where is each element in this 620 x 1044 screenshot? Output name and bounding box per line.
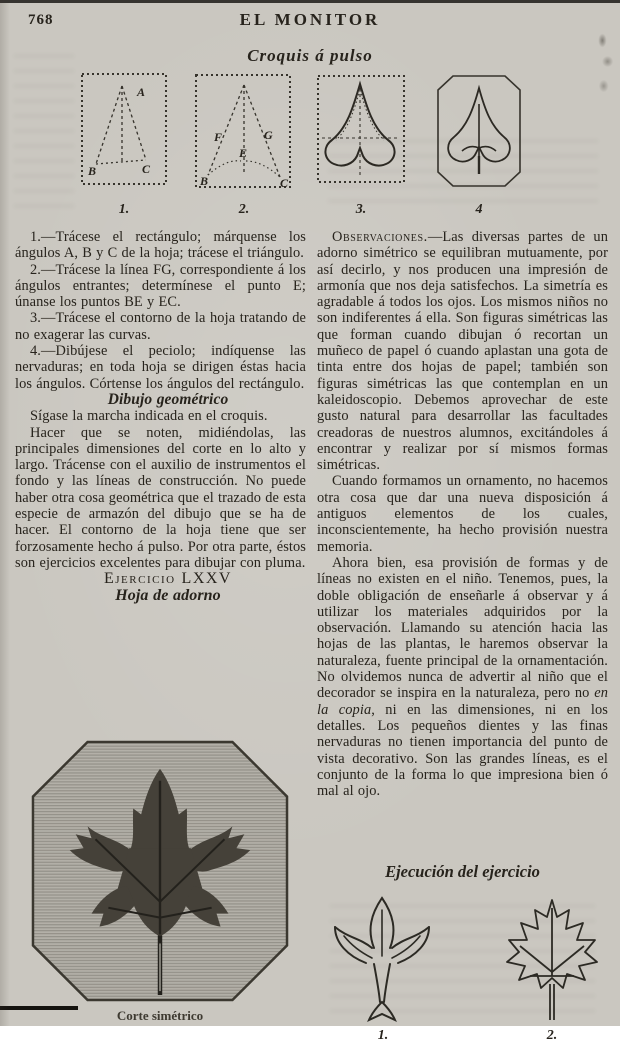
publication-masthead: EL MONITOR xyxy=(239,10,381,29)
point-label-B: B xyxy=(200,174,209,188)
ornamental-leaf-drawing xyxy=(30,739,290,1003)
emphasis-en-la-copia: en la copia xyxy=(317,685,608,718)
point-label-C: C xyxy=(142,162,151,176)
point-label-A: A xyxy=(137,85,146,99)
croquis-figure-4 xyxy=(436,74,522,193)
observations-paragraph xyxy=(317,229,608,473)
geometric-paragraph-2: Hacer que se noten, midiéndolas, las principales dimensiones del corte en lo alto y largo. Trácense con el auxilio de instrumentos el fondo y las líneas de construcción. No puede haber otra cosa geométrica que el trazado de esta especie de armazón del dibujo que se ha de hacer. El contorno de la hoja tiene que ser forzosamente hecho á pulso. Por otra parte, éstos son ejercicios excelentes para dibujar con pluma. xyxy=(15,424,306,571)
page-number: 768 xyxy=(28,12,54,28)
scan-edge-artifact-top xyxy=(0,0,620,3)
croquis-section-title: Croquis á pulso xyxy=(247,46,373,65)
croquis-figure-1 xyxy=(80,72,168,193)
left-column xyxy=(15,229,306,604)
point-label-F: F xyxy=(214,130,223,144)
execution-figure-2-caption: 2. xyxy=(546,1028,558,1043)
ornament-paragraph: Cuando formamos un ornamento, no hacemos otra cosa que dar una nueva disposición á antiguos elementos de los cuales, inconscientemente, ha hecho provisión nuestra memoria. xyxy=(317,473,608,555)
maple-leaf-drawing xyxy=(496,888,608,1026)
step-4: 4.—Dibújese el peciolo; indíquense las nervaduras; en toda hoja se dirigen éstas hacia los ángulos. Córtense los ángulos del rectángulo. xyxy=(15,343,306,392)
execution-figure-1 xyxy=(322,888,444,1044)
step-1: 1.—Trácese el rectángulo; márquense los ángulos A, B y C de la hoja; trácese el triángulo. xyxy=(15,229,306,262)
figure-2-caption: 2. xyxy=(238,202,250,217)
ink-bleedthrough xyxy=(14,55,74,215)
geometric-paragraph-1: Sígase la marcha indicada en el croquis. xyxy=(30,408,268,425)
right-column xyxy=(317,229,608,799)
nature-paragraph xyxy=(317,555,608,799)
figure-4-drawing xyxy=(436,74,522,188)
figure-3-drawing xyxy=(316,74,406,186)
figure-3-caption: 3. xyxy=(355,202,367,217)
figure-1-drawing xyxy=(80,72,168,188)
geometric-drawing-heading: Dibujo geométrico xyxy=(107,390,229,408)
croquis-figure-3 xyxy=(316,74,406,191)
point-label-B: B xyxy=(88,164,97,178)
step-3: 3.—Trácese el contorno de la hoja tratando de no exagerar las curvas. xyxy=(15,310,306,343)
nature-text-b: , ni en las dimensiones, ni en los detalles. Los pequeños dientes y las finas nervaduras no tienen importancia del punto de vista decorativo. Son las grandes líneas, es el conjunto de la forma lo que impresiona bien ó mal al ojo. xyxy=(317,701,608,800)
page-gutter-shadow xyxy=(0,0,10,1026)
execution-heading: Ejecución del ejercicio xyxy=(385,862,540,881)
exercise-heading: Ejercicio LXXV xyxy=(104,570,232,588)
palmette-leaf-drawing xyxy=(322,888,444,1026)
nature-text-a: Ahora bien, esa provisión de formas y de líneas no existen en el niño. Tenemos, pues, la doble obligación de enseñarle á observar y á utilizar los materiales adquiridos por la observación. Llamando su atención hacia las hojas de las plantas, le haremos observar la naturaleza, fuente principal de la ornamentación. No olvidemos nunca de advertir al niño que el decorador se inspira en la naturaleza, pero no xyxy=(317,554,608,702)
execution-figure-2 xyxy=(496,888,608,1044)
step-2: 2.—Trácese la línea FG, correspondiente á los ángulos entrantes; determínese el punto E; únanse los puntos BE y EC. xyxy=(15,261,306,311)
ornamental-leaf-plate xyxy=(30,739,290,1008)
observations-label: Observaciones. xyxy=(332,229,428,245)
point-label-G: G xyxy=(264,128,273,142)
point-label-E: E xyxy=(239,146,248,160)
execution-figure-1-caption: 1. xyxy=(377,1028,389,1043)
figure-2-drawing xyxy=(194,73,294,191)
croquis-figure-2 xyxy=(194,73,294,196)
figure-1-caption: 1. xyxy=(118,202,130,217)
execution-figures xyxy=(322,888,608,1044)
plate-caption: Corte simétrico xyxy=(116,1008,204,1023)
observations-text: —Las diversas partes de un adorno simétrico se equilibran mutuamente, por así decirlo, y nos producen una impresión de armonía que nos deja satisfechos. La simetría es agradable á todos los ojos. Los mismos niños no son indiferentes á ella. Son figuras simétricas las que forman cuando dibujan ó recortan un muñeco de papel ó cuando aplastan una gota de tinta entre dos hojas de papel; también son figuras simétricas las que contemplan en un kaleidoscopio. Debemos aprovechar de este gusto natural para desarrollar las facultades creadoras de nuestros alumnos, excitándoles á encontrar y realizar por sí mismos formas simétricas. xyxy=(317,229,608,474)
exercise-subheading: Hoja de adorno xyxy=(115,586,221,604)
figure-4-caption: 4 xyxy=(475,202,483,217)
point-label-C: C xyxy=(280,176,289,190)
